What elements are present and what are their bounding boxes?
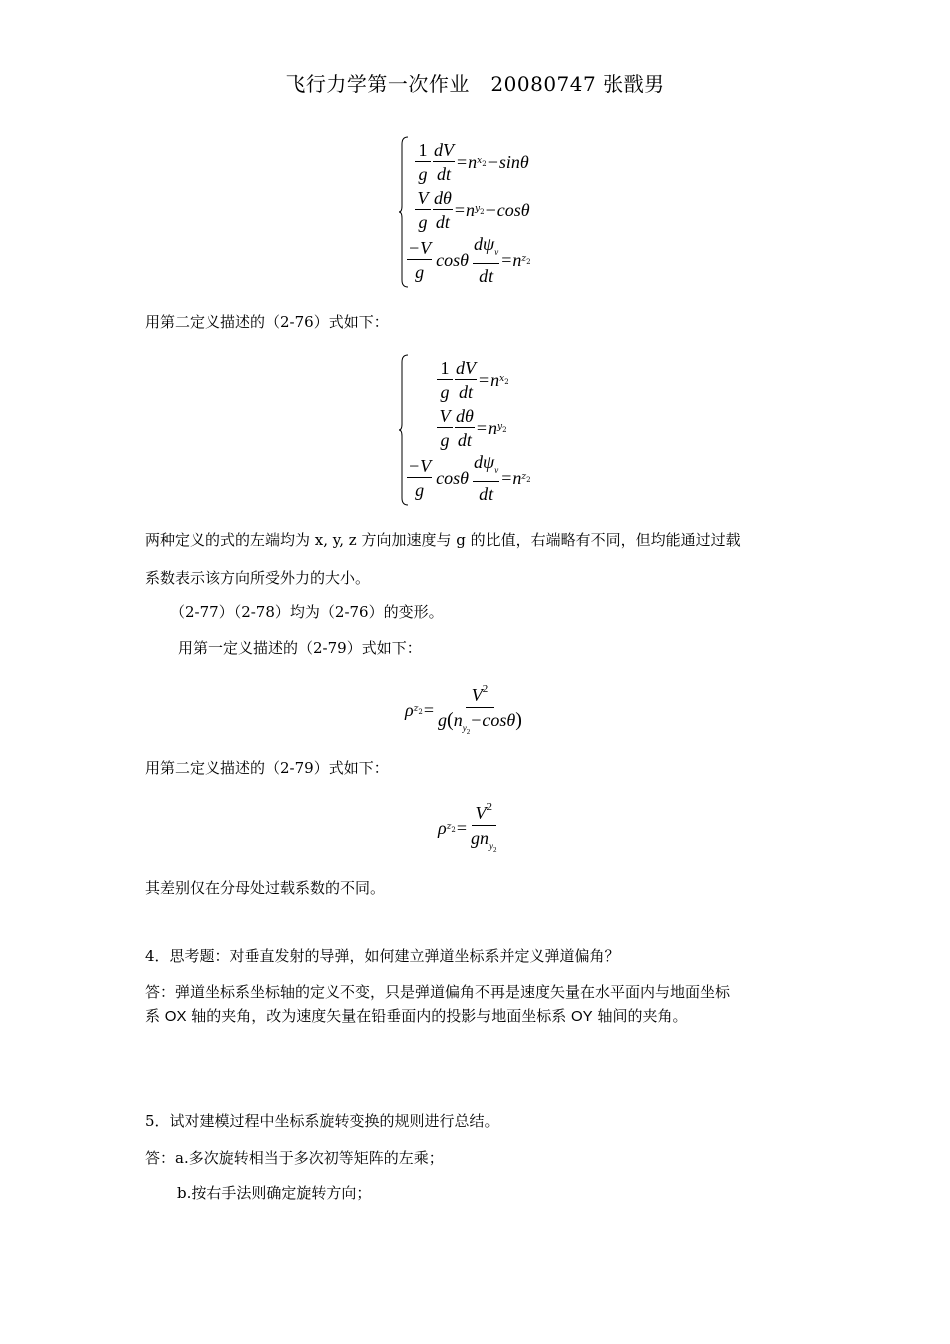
answer-5-line-1: 答：a.多次旋转相当于多次初等矩阵的左乘； (145, 1149, 444, 1167)
fraction: $\frac{1}{g}$ (437, 358, 453, 402)
question-5: 5．试对建模过程中坐标系旋转变换的规则进行总结。 (145, 1112, 500, 1130)
fraction: $\frac{V^2}{g(n_{y_2}-\cos\theta)}$ (436, 679, 524, 742)
paragraph: 用第二定义描述的（2-79）式如下： (145, 759, 389, 777)
equation-system-first-definition (398, 136, 578, 288)
fraction: $\frac{d\psi_v}{dt}$ (474, 234, 499, 286)
equation-row-2: $\frac{V}{g}$ $\frac{d\theta}{dt}$ = n $y_2$ − cosθ (414, 187, 530, 233)
paragraph: 系数表示该方向所受外力的大小。 (145, 569, 371, 587)
fraction: $\frac{dV}{dt}$ (456, 358, 476, 402)
equation-row-1: $\frac{1}{g}$ $\frac{dV}{dt}$ = n $x_2$ (436, 357, 509, 403)
fraction: $\frac{V}{g}$ (437, 406, 453, 450)
answer-4-line-2: 系 OX 轴的夹角，改为速度矢量在铅垂面内的投影与地面坐标系 OY 轴间的夹角。 (145, 1007, 688, 1025)
fraction: $\frac{d\psi_v}{dt}$ (474, 452, 499, 504)
answer-4-line-1: 答：弹道坐标系坐标轴的定义不变，只是弹道偏角不再是速度矢量在水平面内与地面坐标 (145, 983, 731, 1001)
equation-2-79-first-definition: ρ $z_2$ = $\frac{V^2}{g(n_{y_2}-\cos\theta)}$ (405, 682, 525, 738)
fraction: $\frac{dV}{dt}$ (434, 140, 454, 184)
equation-2-79-second-definition: ρ $z_2$ = $\frac{V^2}{gn_{y_2}}$ (438, 800, 500, 856)
fraction: $\frac{-V}{g}$ (408, 238, 432, 282)
fraction: $\frac{V}{g}$ (415, 188, 431, 232)
paragraph: （2-77）（2-78）均为（2-76）的变形。 (170, 603, 444, 621)
fraction: $\frac{d\theta}{dt}$ (434, 188, 452, 232)
fraction: $\frac{-V}{g}$ (408, 456, 432, 500)
equation-row-3: $\frac{-V}{g}$ cosθ $\frac{d\psi_v}{dt}$ = n $z_2$ (408, 452, 531, 504)
fraction: $\frac{d\theta}{dt}$ (456, 406, 474, 450)
fraction: $\frac{1}{g}$ (415, 140, 431, 184)
equation-row-1: $\frac{1}{g}$ $\frac{dV}{dt}$ = n $x_2$ − sinθ (414, 139, 529, 185)
equation-system-second-definition (398, 354, 578, 506)
fraction: $\frac{V^2}{gn_{y_2}}$ (469, 797, 499, 860)
equation-row-2: $\frac{V}{g}$ $\frac{d\theta}{dt}$ = n $y_2$ (436, 405, 507, 451)
paragraph: 两种定义的式的左端均为 x, y, z 方向加速度与 g 的比值，右端略有不同，但均能通过过载 (145, 531, 741, 549)
paragraph: 用第一定义描述的（2-79）式如下： (178, 639, 422, 657)
question-4: 4．思考题：对垂直发射的导弹，如何建立弹道坐标系并定义弹道偏角？ (145, 947, 620, 965)
equation-row-3: $\frac{-V}{g}$ cosθ $\frac{d\psi_v}{dt}$ = n $z_2$ (408, 234, 531, 286)
paragraph: 其差别仅在分母处过载系数的不同。 (145, 879, 386, 897)
answer-5-line-2: b.按右手法则确定旋转方向； (177, 1184, 372, 1202)
paragraph: 用第二定义描述的（2-76）式如下： (145, 313, 389, 331)
page-title: 飞行力学第一次作业 20080747 张戬男 (285, 72, 665, 96)
